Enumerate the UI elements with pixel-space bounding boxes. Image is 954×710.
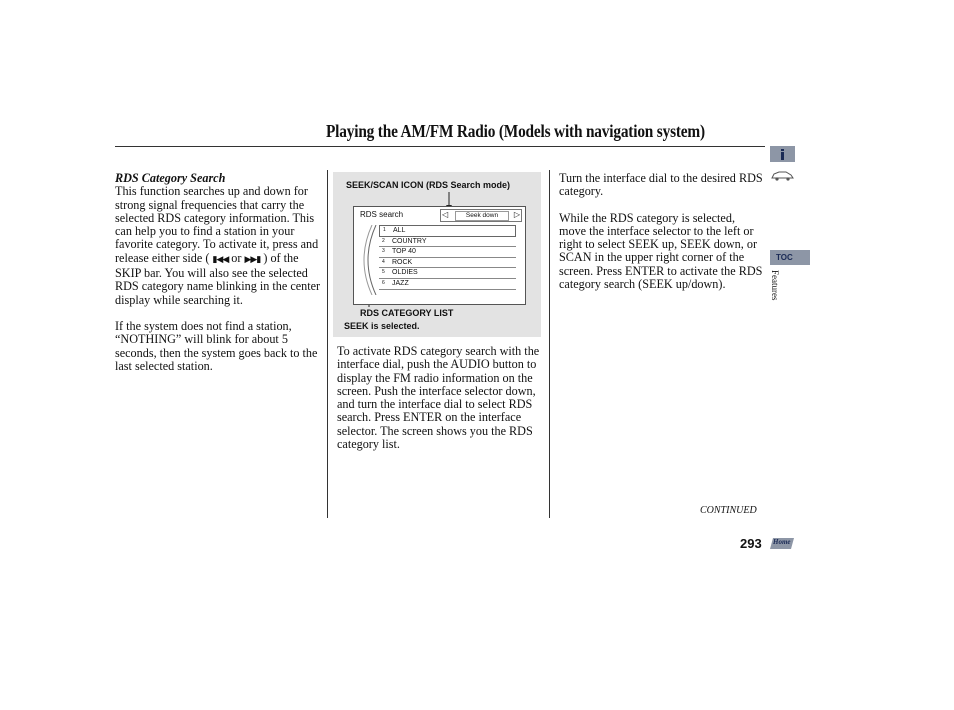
list-item[interactable]: 2 COUNTRY	[379, 237, 516, 248]
seek-scan-icon[interactable]	[440, 209, 522, 222]
col3-paragraph-2: While the RDS category is selected, move the interface selector to the left or right to select SEEK up, SEEK down, or SCAN in the upper right corner of the screen. Press ENTER to activate the RDS category search (SEEK up/down).	[559, 210, 763, 292]
info-icon[interactable]	[770, 146, 795, 162]
continued-label: CONTINUED	[700, 505, 757, 516]
skip-forward-icon: ▶▶▮	[244, 254, 261, 265]
figure-bottom-caption-2: SEEK is selected.	[344, 321, 420, 331]
rds-screen-figure	[333, 172, 541, 337]
list-item[interactable]: 6 JAZZ	[379, 279, 516, 290]
screen-title: RDS search	[360, 210, 404, 219]
dial-arc-icon	[358, 225, 378, 295]
toc-button[interactable]: TOC	[770, 250, 810, 265]
navigation-screen	[353, 206, 526, 305]
column-2	[337, 345, 542, 451]
page-number: 293	[740, 536, 762, 551]
column-1	[115, 172, 322, 373]
list-item[interactable]: 3 TOP 40	[379, 247, 516, 258]
col1-paragraph-1	[115, 185, 322, 307]
seek-label: Seek down	[455, 211, 509, 221]
list-item[interactable]: 5 OLDIES	[379, 268, 516, 279]
col1-para1-text-a: This function searches up and down for strong signal frequencies that carry the selected RDS category information. This can help you to find a station in your favorite category. To activate it, press and release either side (	[115, 184, 319, 265]
col3-paragraph-1: Turn the interface dial to the desired RDS category.	[559, 171, 763, 199]
column-3	[559, 172, 764, 291]
section-heading: RDS Category Search	[115, 171, 226, 185]
figure-top-caption: SEEK/SCAN ICON (RDS Search mode)	[346, 180, 511, 190]
home-label: Home	[773, 538, 791, 546]
list-item[interactable]: 1 ALL	[379, 225, 516, 237]
home-icon[interactable]	[768, 536, 795, 550]
col1-paragraph-2: If the system does not find a station, “NOTHING” will blink for about 5 seconds, then the system goes back to the last selected station.	[115, 318, 318, 373]
skip-back-icon: ▮◀◀	[212, 254, 229, 265]
page-title: Playing the AM/FM Radio (Models with navigation system)	[326, 121, 705, 142]
column-divider-2	[549, 170, 550, 518]
car-icon[interactable]	[770, 168, 795, 182]
side-tab-features: Features	[770, 270, 780, 301]
col1-para1-text-b: ) of the SKIP bar. You will also see the selected RDS category name blinking in the center display while searching it.	[115, 250, 321, 307]
col1-para1-or: or	[231, 250, 242, 265]
column-divider-1	[327, 170, 328, 518]
title-rule	[115, 146, 765, 147]
chevron-right-icon: ▷	[513, 210, 520, 219]
rds-category-list	[379, 225, 516, 290]
figure-bottom-caption-1: RDS CATEGORY LIST	[360, 308, 454, 318]
col2-paragraph-1: To activate RDS category search with the interface dial, push the AUDIO button to display the FM radio information on the screen. Push the interface selector down, and turn the interface dial to select RDS search. Press ENTER on the interface selector. The screen shows you the RDS category list.	[337, 344, 540, 452]
list-item[interactable]: 4 ROCK	[379, 258, 516, 269]
chevron-left-icon: ◁	[442, 210, 449, 219]
